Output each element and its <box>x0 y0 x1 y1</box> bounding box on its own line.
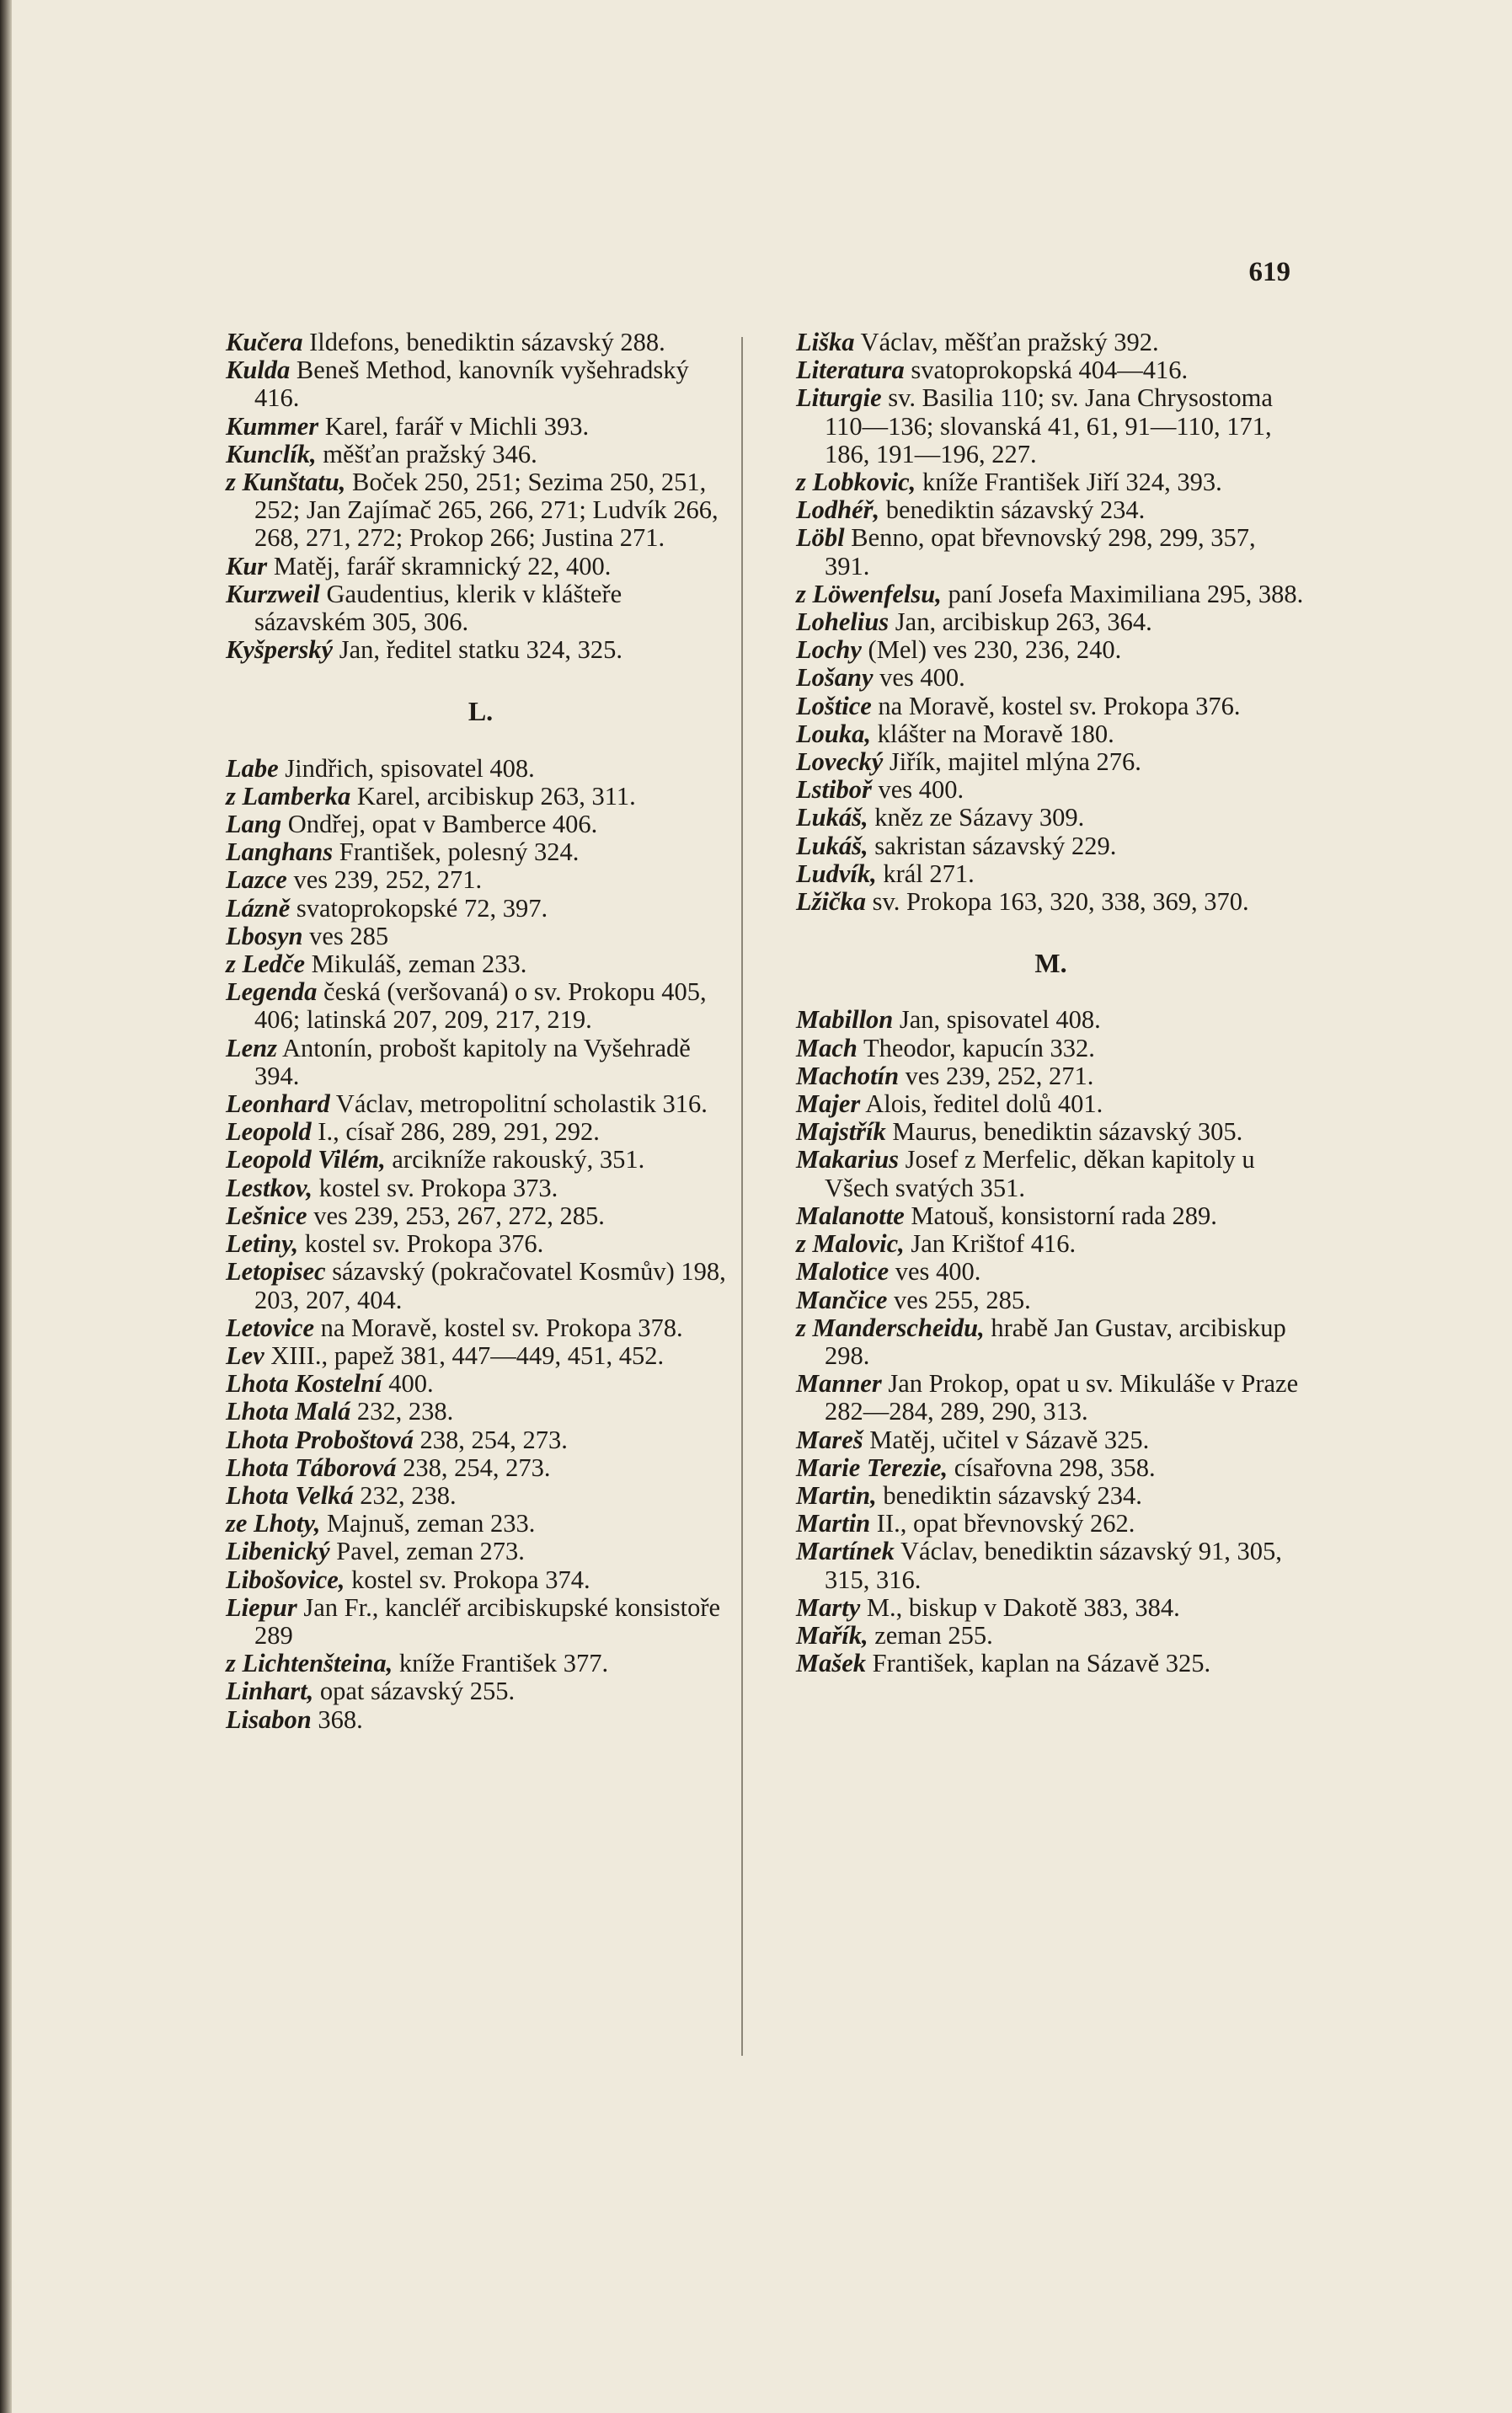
entry-headword: Marty <box>796 1592 861 1622</box>
entry-headword: z Lichtenšteina, <box>226 1649 393 1678</box>
entry-text: Gaudentius, klerik v klášteře sázavském 305, 306. <box>254 579 622 637</box>
entry-headword: Lenz <box>226 1033 277 1062</box>
index-entry <box>796 1006 1306 1034</box>
entry-headword: Legenda <box>226 977 318 1007</box>
entry-headword: Lisabon <box>226 1704 312 1734</box>
index-entry <box>226 755 735 783</box>
entry-headword: Lestkov, <box>226 1173 313 1202</box>
entry-text: Boček 250, 251; Sezima 250, 251, 252; Jan Zajímač 265, 266, 271; Ludvík 266, 268, 271, 272; Prokop 266; Justina 271. <box>254 468 719 553</box>
entry-headword: Letiny, <box>226 1229 299 1259</box>
entry-headword: Lazce <box>226 865 287 895</box>
entry-headword: ze Lhoty, <box>226 1509 321 1538</box>
entry-text: Václav, měšťan pražský 392. <box>854 328 1159 356</box>
entry-text: Jan Prokop, opat u sv. Mikuláše v Praze 282—284, 289, 290, 313. <box>825 1369 1299 1426</box>
entry-text: klášter na Moravě 180. <box>870 719 1114 748</box>
entry-text: I., císař 286, 289, 291, 292. <box>311 1117 600 1147</box>
entry-headword: Leopold Vilém, <box>226 1145 386 1174</box>
entry-headword: z Löwenfelsu, <box>796 579 942 608</box>
entry-text: paní Josefa Maximiliana 295, 388. <box>941 579 1304 608</box>
entry-text: kostel sv. Prokopa 373. <box>313 1173 558 1202</box>
entry-text: kníže František Jiří 324, 393. <box>916 468 1222 497</box>
entry-headword: Lukáš, <box>796 831 868 860</box>
index-entry <box>796 804 1306 832</box>
index-entry <box>796 1258 1306 1286</box>
entry-headword: Lev <box>226 1340 264 1370</box>
index-entry <box>796 468 1306 496</box>
entry-headword: Lang <box>226 810 282 839</box>
index-entry <box>226 811 735 838</box>
index-entry <box>796 1454 1306 1482</box>
index-entry <box>796 1062 1306 1090</box>
entry-headword: Kyšperský <box>226 635 334 665</box>
index-entry <box>796 832 1306 860</box>
entry-group-l-continued <box>796 329 1306 916</box>
page-number: 619 <box>1248 257 1290 287</box>
entry-text: Jiřík, majitel mlýna 276. <box>883 747 1141 777</box>
entry-headword: z Manderscheidu, <box>796 1313 985 1342</box>
index-entry <box>226 356 735 412</box>
entry-headword: Kurzweil <box>226 579 320 608</box>
entry-headword: Letovice <box>226 1313 314 1342</box>
entry-text: svatoprokopské 72, 397. <box>290 893 548 923</box>
index-entry <box>796 1287 1306 1314</box>
index-entry <box>226 1258 735 1314</box>
entry-headword: Malotice <box>796 1257 890 1287</box>
entry-text: František, polesný 324. <box>333 837 580 867</box>
entry-headword: Liturgie <box>796 383 882 413</box>
index-entry <box>796 1370 1306 1426</box>
index-entry <box>226 1594 735 1650</box>
entry-text: na Moravě, kostel sv. Prokopa 378. <box>313 1313 683 1342</box>
index-entry <box>226 581 735 636</box>
entry-text: 400. <box>382 1369 434 1399</box>
index-entry <box>226 1706 735 1734</box>
index-column-left <box>226 329 735 1734</box>
entry-headword: Mančice <box>796 1285 888 1314</box>
entry-headword: Libenický <box>226 1537 330 1566</box>
entry-headword: Makarius <box>796 1145 900 1174</box>
index-entry <box>226 1370 735 1398</box>
entry-text: benediktin sázavský 234. <box>876 1480 1142 1510</box>
entry-text: (Mel) ves 230, 236, 240. <box>861 635 1122 665</box>
index-entry <box>226 553 735 581</box>
entry-text: Maurus, benediktin sázavský 305. <box>885 1117 1243 1147</box>
entry-text: na Moravě, kostel sv. Prokopa 376. <box>871 691 1241 720</box>
entry-headword: Marie Terezie, <box>796 1453 948 1482</box>
index-entry <box>226 1202 735 1230</box>
index-entry <box>796 1090 1306 1118</box>
entry-headword: Ludvík, <box>796 859 877 888</box>
index-entry <box>796 1035 1306 1062</box>
entry-headword: Mašek <box>796 1649 867 1678</box>
entry-text: sv. Basilia 110; sv. Jana Chrysostoma 110—136; slovanská 41, 61, 91—110, 171, 186, 191—196, 227. <box>825 383 1273 468</box>
entry-text: Karel, arcibiskup 263, 311. <box>350 781 636 811</box>
entry-text: Beneš Method, kanovník vyšehradský 416. <box>254 356 689 413</box>
index-entry <box>226 1454 735 1482</box>
entry-headword: Manner <box>796 1369 882 1399</box>
entry-headword: Mach <box>796 1033 858 1062</box>
entry-text: Jan, spisovatel 408. <box>893 1005 1101 1035</box>
entry-text: ves 400. <box>873 663 965 693</box>
entry-text: král 271. <box>876 859 975 888</box>
entry-headword: Lochy <box>796 635 862 665</box>
entry-headword: Lstiboř <box>796 775 872 805</box>
entry-text: benediktin sázavský 234. <box>879 495 1146 525</box>
entry-headword: Langhans <box>226 837 334 867</box>
entry-text: ves 239, 252, 271. <box>899 1061 1094 1090</box>
entry-headword: Liepur <box>226 1592 297 1622</box>
entry-headword: Lhota Kostelní <box>226 1369 382 1399</box>
entry-headword: Leopold <box>226 1117 312 1147</box>
entry-text: 232, 238. <box>353 1480 457 1510</box>
entry-text: František, kaplan na Sázavě 325. <box>866 1649 1211 1678</box>
index-entry <box>226 783 735 811</box>
entry-headword: Lhota Proboštová <box>226 1425 414 1454</box>
entry-headword: z Ledče <box>226 950 305 979</box>
index-entry <box>796 524 1306 580</box>
entry-headword: z Lobkovic, <box>796 468 916 497</box>
index-entry <box>226 838 735 866</box>
entry-headword: Lukáš, <box>796 803 868 832</box>
entry-headword: Lošany <box>796 663 874 693</box>
entry-text: kníže František 377. <box>393 1649 609 1678</box>
entry-headword: Kummer <box>226 411 319 441</box>
index-entry <box>226 950 735 978</box>
entry-headword: z Lamberka <box>226 781 351 811</box>
entry-text: sakristan sázavský 229. <box>868 831 1117 860</box>
index-entry <box>796 1650 1306 1677</box>
entry-headword: Louka, <box>796 719 871 748</box>
index-entry <box>796 1314 1306 1370</box>
entry-text: měšťan pražský 346. <box>316 439 537 468</box>
entry-text: 238, 254, 273. <box>396 1453 551 1482</box>
index-entry <box>226 1174 735 1202</box>
index-entry <box>226 1314 735 1342</box>
entry-headword: Mareš <box>796 1425 863 1454</box>
entry-text: Jindřich, spisovatel 408. <box>278 753 535 783</box>
index-entry <box>796 1622 1306 1650</box>
index-entry <box>796 329 1306 356</box>
entry-headword: Lešnice <box>226 1201 307 1230</box>
entry-headword: Labe <box>226 753 279 783</box>
index-entry <box>796 1594 1306 1622</box>
index-entry <box>226 1538 735 1565</box>
index-entry <box>226 1482 735 1510</box>
entry-headword: Lázně <box>226 893 291 923</box>
entry-text: ves 400. <box>889 1257 981 1287</box>
entry-headword: Lžička <box>796 887 867 917</box>
entry-text: ves 255, 285. <box>887 1285 1031 1314</box>
index-entry <box>796 720 1306 748</box>
entry-text: sv. Prokopa 163, 320, 338, 369, 370. <box>866 887 1249 917</box>
index-entry <box>796 636 1306 664</box>
entry-headword: Majer <box>796 1089 861 1119</box>
entry-text: opat sázavský 255. <box>313 1677 516 1706</box>
entry-text: Benno, opat břevnovský 298, 299, 357, 391. <box>825 523 1256 581</box>
entry-text: II., opat břevnovský 262. <box>870 1509 1135 1538</box>
entry-headword: Lhota Velká <box>226 1480 354 1510</box>
index-entry <box>796 1538 1306 1593</box>
index-entry <box>226 895 735 923</box>
index-entry <box>226 1090 735 1118</box>
entry-text: Václav, metropolitní scholastik 316. <box>329 1089 708 1119</box>
index-entry <box>796 748 1306 776</box>
entry-headword: Lhota Malá <box>226 1397 351 1426</box>
entry-text: Matěj, farář skramnický 22, 400. <box>267 551 612 581</box>
entry-text: císařovna 298, 358. <box>948 1453 1156 1482</box>
entry-text: Karel, farář v Michli 393. <box>318 411 590 441</box>
entry-text: M., biskup v Dakotě 383, 384. <box>860 1592 1180 1622</box>
entry-text: kostel sv. Prokopa 376. <box>298 1229 544 1259</box>
entry-text: Majnuš, zeman 233. <box>320 1509 536 1538</box>
entry-headword: Literatura <box>796 356 905 385</box>
index-column-right <box>796 329 1306 1677</box>
entry-group-k <box>226 329 735 664</box>
index-entry <box>226 1510 735 1538</box>
entry-headword: Kur <box>226 551 268 581</box>
index-entry <box>226 1566 735 1594</box>
entry-headword: Libošovice, <box>226 1565 345 1594</box>
index-entry <box>226 413 735 441</box>
entry-text: 232, 238. <box>350 1397 454 1426</box>
index-entry <box>796 608 1306 636</box>
entry-headword: Mabillon <box>796 1005 894 1035</box>
entry-text: kněz ze Sázavy 309. <box>868 803 1085 832</box>
index-entry <box>796 1482 1306 1510</box>
index-entry <box>226 1398 735 1426</box>
index-entry <box>796 384 1306 468</box>
entry-headword: z Kunštatu, <box>226 468 346 497</box>
entry-text: 238, 254, 273. <box>413 1425 568 1454</box>
index-entry <box>226 1650 735 1677</box>
index-entry <box>226 1230 735 1258</box>
index-entry <box>796 776 1306 804</box>
index-entry <box>226 468 735 553</box>
index-entry <box>226 441 735 468</box>
entry-headword: Letopisec <box>226 1257 326 1287</box>
entry-text: ves 239, 253, 267, 272, 285. <box>307 1201 605 1230</box>
index-entry <box>796 888 1306 916</box>
entry-text: Alois, ředitel dolů 401. <box>860 1089 1103 1119</box>
index-entry <box>226 1426 735 1454</box>
book-spine-shadow <box>0 0 12 2413</box>
entry-text: XIII., papež 381, 447—449, 451, 452. <box>264 1340 665 1370</box>
entry-text: Theodor, kapucín 332. <box>857 1033 1095 1062</box>
entry-text: Jan Krištof 416. <box>904 1229 1077 1259</box>
entry-text: Antonín, probošt kapitoly na Vyšehradě 394. <box>254 1033 691 1090</box>
entry-text: Matěj, učitel v Sázavě 325. <box>863 1425 1150 1454</box>
column-divider <box>741 337 743 2056</box>
index-entry <box>796 1118 1306 1146</box>
index-entry <box>226 329 735 356</box>
entry-headword: Lhota Táborová <box>226 1453 397 1482</box>
entry-headword: Majstřík <box>796 1117 886 1147</box>
index-entry <box>226 923 735 950</box>
index-entry <box>796 1146 1306 1201</box>
index-entry <box>796 496 1306 524</box>
entry-headword: Löbl <box>796 523 845 553</box>
entry-headword: Lbosyn <box>226 921 303 950</box>
index-entry <box>796 356 1306 384</box>
entry-text: Pavel, zeman 273. <box>329 1537 525 1566</box>
entry-headword: Kulda <box>226 356 291 385</box>
index-entry <box>796 860 1306 888</box>
entry-text: svatoprokopská 404—416. <box>904 356 1189 385</box>
index-entry <box>226 1342 735 1370</box>
entry-headword: Martínek <box>796 1537 895 1566</box>
index-entry <box>226 1677 735 1705</box>
entry-text: Jan Fr., kancléř arcibiskupské konsistoře 289 <box>254 1592 721 1650</box>
entry-text: sázavský (pokračovatel Kosmův) 198, 203, 207, 404. <box>254 1257 726 1314</box>
index-entry <box>796 1510 1306 1538</box>
entry-text: Matouš, konsistorní rada 289. <box>904 1201 1217 1230</box>
index-entry <box>796 581 1306 608</box>
entry-headword: Lohelius <box>796 607 890 637</box>
entry-headword: Lodhéř, <box>796 495 880 525</box>
entry-text: Mikuláš, zeman 233. <box>305 950 527 979</box>
entry-group-l <box>226 755 735 1734</box>
entry-text: Ildefons, benediktin sázavský 288. <box>302 328 665 356</box>
entry-headword: Kučera <box>226 328 303 356</box>
entry-headword: Mařík, <box>796 1620 868 1650</box>
section-letter-l: L. <box>467 696 494 727</box>
index-entry <box>796 1202 1306 1230</box>
entry-headword: Malanotte <box>796 1201 905 1230</box>
entry-text: arcikníže rakouský, 351. <box>385 1145 645 1174</box>
entry-text: Ondřej, opat v Bamberce 406. <box>281 810 598 839</box>
entry-text: Josef z Merfelic, děkan kapitoly u Všech svatých 351. <box>825 1145 1255 1202</box>
index-entry <box>226 1035 735 1090</box>
section-letter-m: M. <box>1034 948 1067 979</box>
index-entry <box>796 664 1306 692</box>
entry-headword: Martin, <box>796 1480 877 1510</box>
entry-text: hrabě Jan Gustav, arcibiskup 298. <box>825 1313 1286 1370</box>
entry-headword: Liška <box>796 328 855 356</box>
entry-headword: Lovecký <box>796 747 884 777</box>
index-entry <box>796 1230 1306 1258</box>
entry-text: Jan, ředitel statku 324, 325. <box>333 635 622 665</box>
entry-text: česká (veršovaná) o sv. Prokopu 405, 406; latinská 207, 209, 217, 219. <box>254 977 707 1035</box>
entry-text: 368. <box>311 1704 363 1734</box>
entry-text: Jan, arcibiskup 263, 364. <box>889 607 1152 637</box>
index-entry <box>226 978 735 1034</box>
entry-text: ves 400. <box>871 775 964 805</box>
entry-headword: Martin <box>796 1509 871 1538</box>
entry-text: Václav, benediktin sázavský 91, 305, 315, 316. <box>825 1537 1282 1594</box>
index-entry <box>226 1146 735 1174</box>
entry-text: ves 285 <box>302 921 389 950</box>
entry-headword: Leonhard <box>226 1089 330 1119</box>
entry-text: ves 239, 252, 271. <box>286 865 483 895</box>
index-entry <box>796 1426 1306 1454</box>
entry-headword: Machotín <box>796 1061 900 1090</box>
index-entry <box>226 636 735 664</box>
entry-headword: Loštice <box>796 691 872 720</box>
entry-group-m <box>796 1006 1306 1677</box>
entry-headword: z Malovic, <box>796 1229 905 1259</box>
index-entry <box>226 1118 735 1146</box>
index-entry <box>796 693 1306 720</box>
entry-text: zeman 255. <box>868 1620 993 1650</box>
entry-headword: Kunclík, <box>226 439 317 468</box>
index-entry <box>226 866 735 894</box>
entry-headword: Linhart, <box>226 1677 314 1706</box>
entry-text: kostel sv. Prokopa 374. <box>345 1565 590 1594</box>
